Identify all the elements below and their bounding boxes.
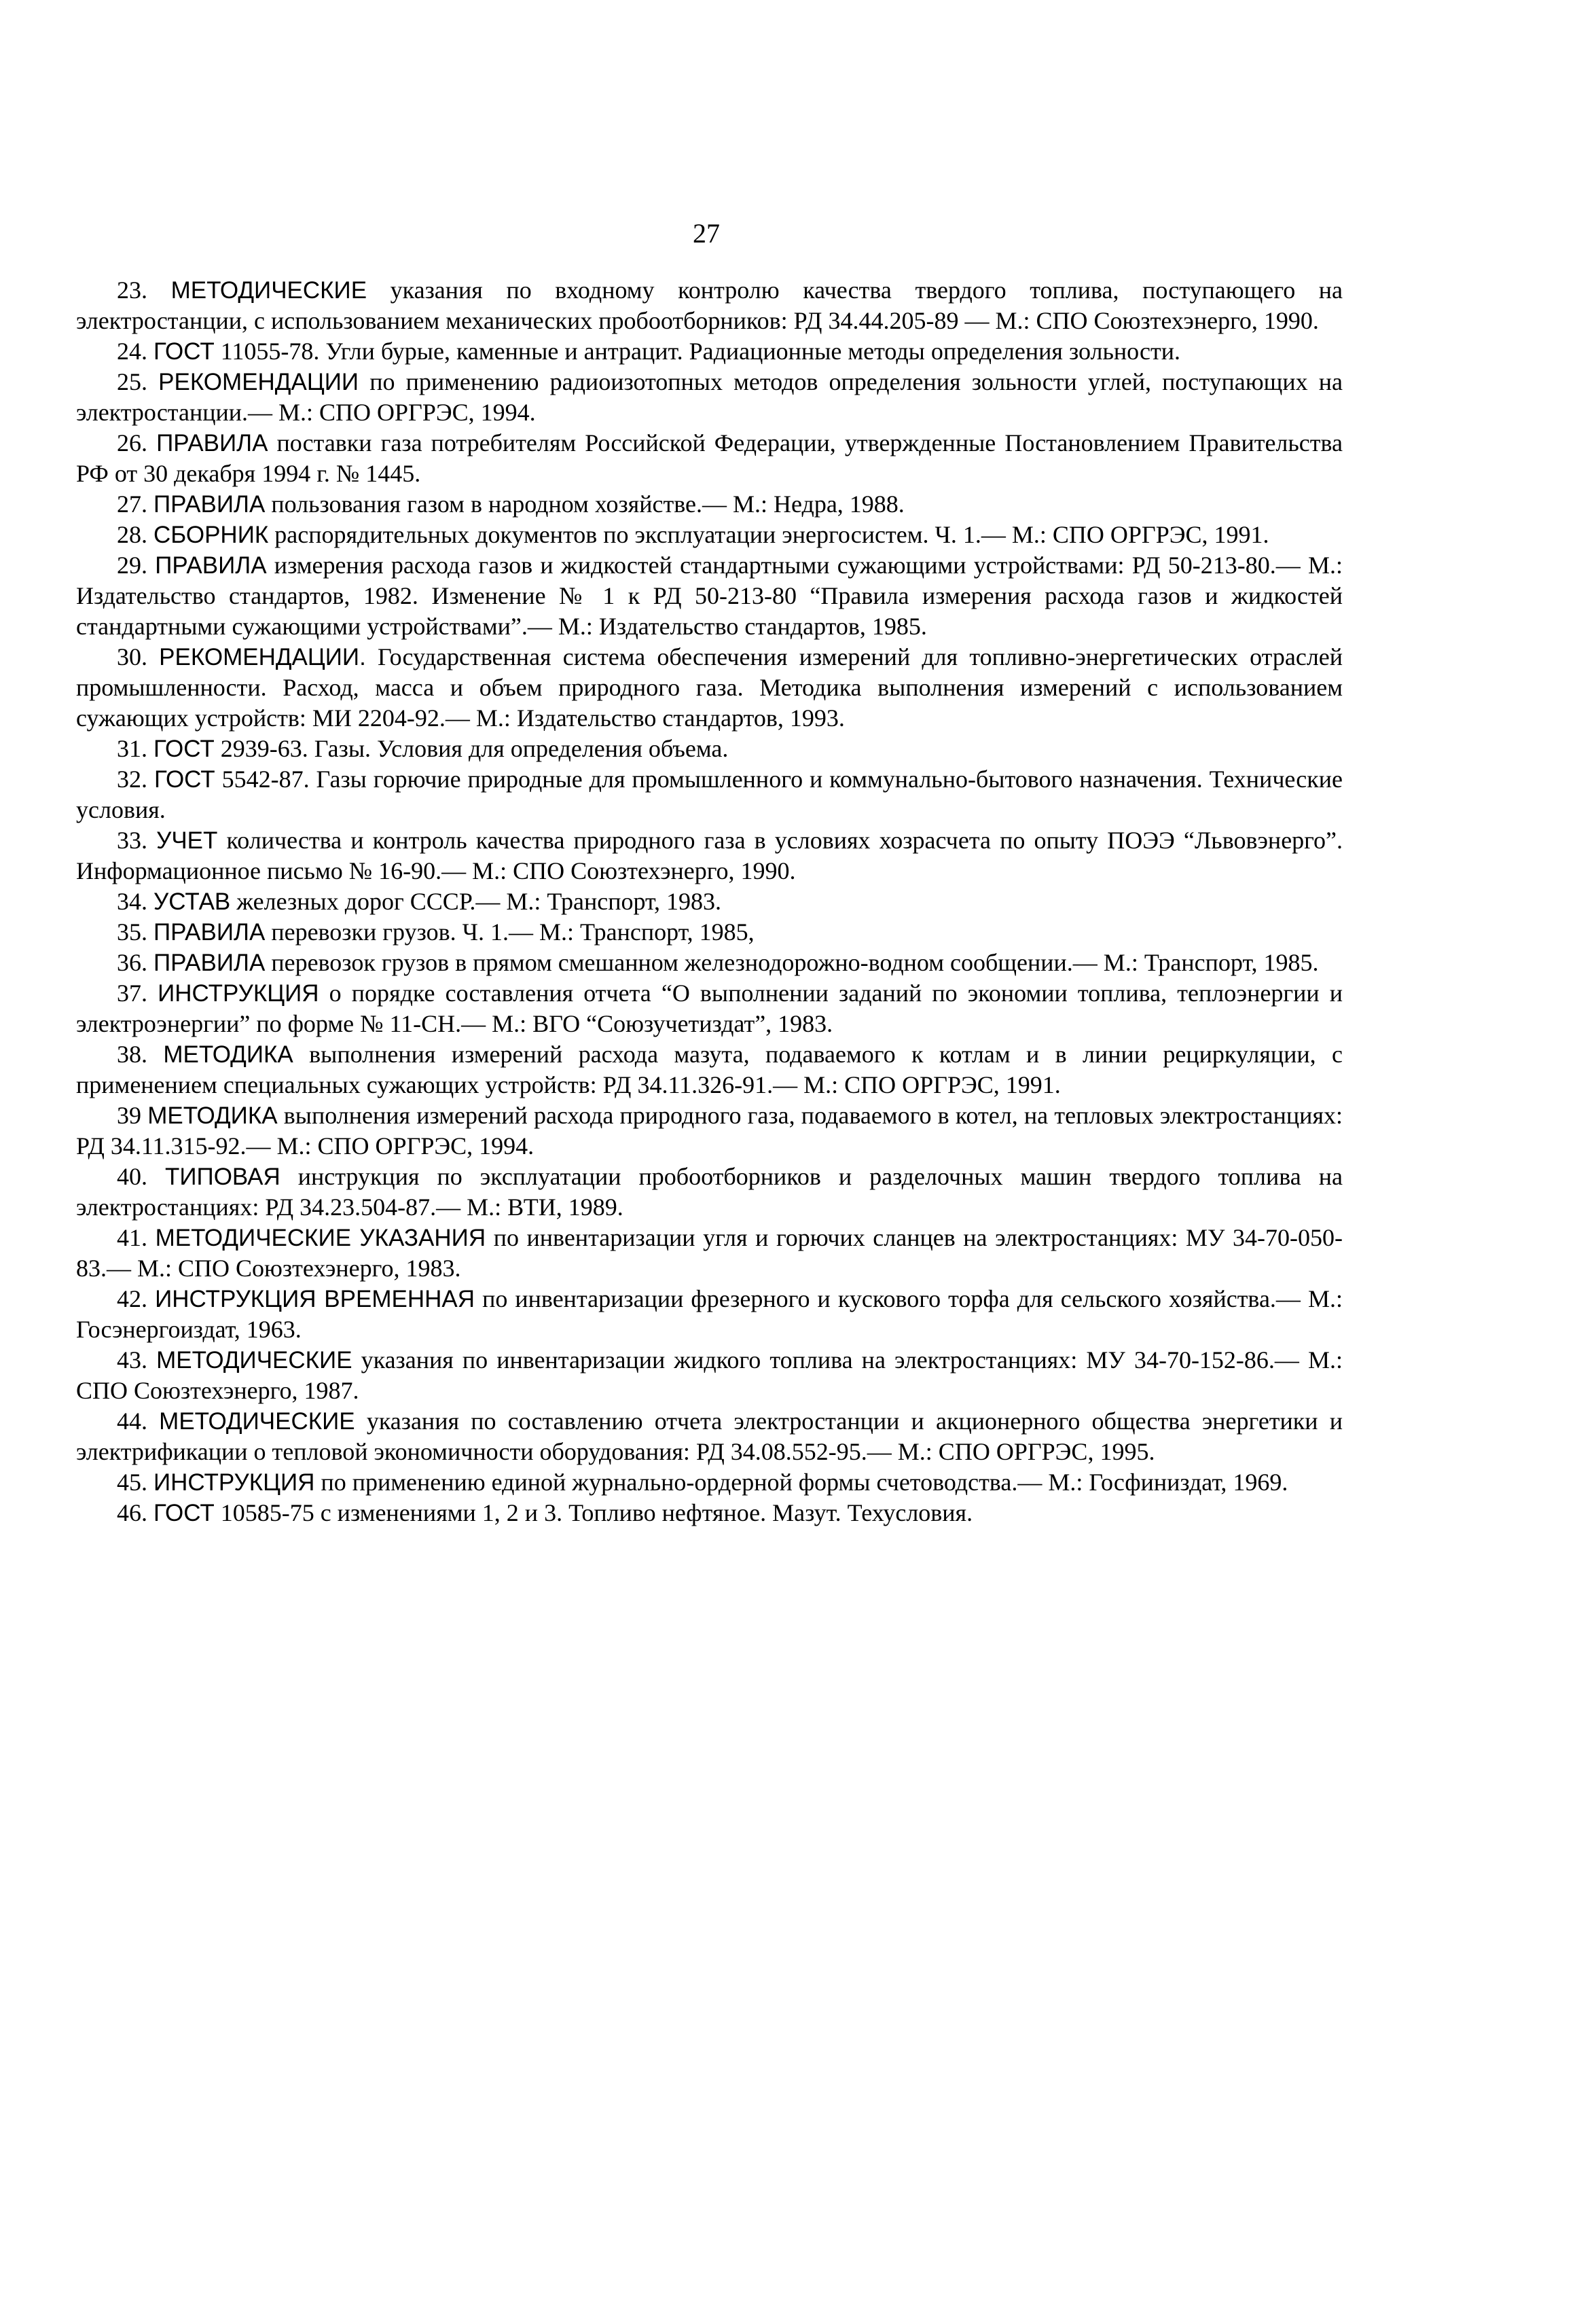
- reference-text: выполнения измерений расхода природного газа, подаваемого в котел, на тепловых электростанциях: РД 34.11.315-92.— М.: СПО ОРГРЭС, 1994.: [76, 1102, 1343, 1160]
- reference-heading: ГОСТ: [153, 736, 215, 762]
- reference-number: 39: [117, 1102, 141, 1129]
- reference-text: 11055-78. Угли бурые, каменные и антрацит. Радиационные методы определения зольности.: [220, 338, 1180, 365]
- reference-text: перевозок грузов в прямом смешанном железнодорожно-водном сообщении.— М.: Транспорт, 1985.: [271, 949, 1319, 976]
- reference-item: [76, 489, 1343, 520]
- reference-heading: МЕТОДИЧЕСКИЕ: [159, 1408, 355, 1435]
- reference-number: 40.: [117, 1163, 147, 1190]
- reference-item: [76, 886, 1343, 917]
- reference-heading: УЧЕТ: [156, 827, 218, 854]
- reference-text: по инвентаризации угля и горючих сланцев на электростанциях: МУ 34-70-050-83.— М.: СПО Союзтехэнерго, 1983.: [76, 1224, 1343, 1282]
- reference-heading: МЕТОДИКА: [163, 1041, 293, 1068]
- reference-item: [76, 764, 1343, 825]
- reference-number: 26.: [117, 429, 147, 456]
- reference-text: по применению радиоизотопных методов определения зольности углей, поступающих на электростанции.— М.: СПО ОРГРЭС, 1994.: [76, 368, 1343, 426]
- reference-text: по инвентаризации фрезерного и кускового торфа для сельского хозяйства.— М.: Госэнергоиздат, 1963.: [76, 1285, 1343, 1343]
- reference-number: 23.: [117, 276, 147, 304]
- reference-number: 32.: [117, 766, 147, 793]
- reference-number: 27.: [117, 490, 147, 518]
- reference-number: 41.: [117, 1224, 147, 1251]
- reference-text: указания по составлению отчета электростанции и акционерного общества энергетики и электрификации о тепловой экономичности оборудования: РД 34.08.552-95.— М.: СПО ОРГРЭС, 1995.: [76, 1407, 1343, 1465]
- reference-item: [76, 336, 1343, 367]
- reference-text: 10585-75 с изменениями 1, 2 и 3. Топливо нефтяное. Мазут. Техусловия.: [220, 1499, 973, 1526]
- reference-text: выполнения измерений расхода мазута, подаваемого к котлам и в линии рециркуляции, с применением специальных сужающих устройств: РД 34.11.326-91.— М.: СПО ОРГРЭС, 1991.: [76, 1041, 1343, 1098]
- reference-heading: ГОСТ: [153, 1500, 215, 1526]
- reference-text: распорядительных документов по эксплуатации энергосистем. Ч. 1.— М.: СПО ОРГРЭС, 1991.: [274, 521, 1269, 548]
- reference-heading: ПРАВИЛА: [155, 552, 267, 579]
- reference-number: 36.: [117, 949, 147, 976]
- reference-text: указания по входному контролю качества твердого топлива, поступающего на электростанции, с использованием механических пробоотборников: РД 34.44.205-89 — М.: СПО Союзтехэнерго, 1990.: [76, 276, 1343, 334]
- reference-text: Государственная система обеспечения измерений для топливно-энергетических отраслей промышленности. Расход, масса и объем природного газа. Методика выполнения измерений с использованием сужающих устройств: МИ 2204-92.— М.: Издательство стандартов, 1993.: [76, 643, 1343, 732]
- reference-number: 28.: [117, 521, 147, 548]
- reference-heading: УСТАВ: [153, 888, 231, 915]
- reference-item: [76, 1100, 1343, 1162]
- reference-number: 35.: [117, 918, 147, 946]
- reference-text: по применению единой журнально-ордерной формы счетоводства.— М.: Госфиниздат, 1969.: [321, 1469, 1288, 1496]
- reference-number: 33.: [117, 827, 147, 854]
- reference-text: перевозки грузов. Ч. 1.— М.: Транспорт, 1985,: [271, 918, 755, 946]
- reference-heading: ИНСТРУКЦИЯ: [158, 980, 319, 1007]
- reference-item: [76, 1039, 1343, 1100]
- reference-heading: ИНСТРУКЦИЯ ВРЕМЕННАЯ: [155, 1286, 475, 1312]
- reference-item: [76, 428, 1343, 489]
- reference-item: [76, 948, 1343, 978]
- page-number: 27: [693, 218, 720, 249]
- reference-item: [76, 917, 1343, 948]
- reference-number: 31.: [117, 735, 147, 762]
- reference-item: [76, 734, 1343, 764]
- reference-text: 2939-63. Газы. Условия для определения объема.: [220, 735, 729, 762]
- reference-heading: МЕТОДИЧЕСКИЕ: [170, 277, 367, 304]
- reference-number: 44.: [117, 1407, 147, 1435]
- reference-number: 24.: [117, 338, 147, 365]
- reference-item: [76, 550, 1343, 642]
- reference-heading: МЕТОДИЧЕСКИЕ: [156, 1347, 352, 1373]
- reference-text: поставки газа потребителям Российской Федерации, утвержденные Постановлением Правительства РФ от 30 декабря 1994 г. № 1445.: [76, 429, 1343, 487]
- reference-heading: ИНСТРУКЦИЯ: [153, 1469, 315, 1496]
- reference-number: 38.: [117, 1041, 147, 1068]
- reference-text: железных дорог СССР.— М.: Транспорт, 1983.: [236, 888, 722, 915]
- reference-heading: ПРАВИЛА: [153, 919, 266, 946]
- reference-heading: МЕТОДИЧЕСКИЕ УКАЗАНИЯ: [155, 1225, 486, 1251]
- reference-text: о порядке составления отчета “О выполнении заданий по экономии топлива, теплоэнергии и электроэнергии” по форме № 11-СН.— М.: ВГО “Союзучетиздат”, 1983.: [76, 980, 1343, 1037]
- reference-number: 25.: [117, 368, 147, 395]
- reference-item: [76, 1467, 1343, 1498]
- reference-number: 43.: [117, 1346, 147, 1373]
- reference-heading: РЕКОМЕНДАЦИИ: [158, 369, 359, 395]
- reference-number: 42.: [117, 1285, 147, 1312]
- reference-item: [76, 1498, 1343, 1528]
- reference-number: 30.: [117, 643, 147, 670]
- reference-text: измерения расхода газов и жидкостей стандартными сужающими устройствами: РД 50-213-80.— М.: Издательство стандартов, 1982. Изменение № 1 к РД 50-213-80 “Правила измерения расхода газов и жидкостей стандартными сужающими устройствами”.— М.: Издательство стандартов, 1985.: [76, 552, 1343, 640]
- reference-heading: ПРАВИЛА: [153, 491, 266, 518]
- reference-list: [76, 275, 1343, 1528]
- reference-item: [76, 1284, 1343, 1345]
- reference-item: [76, 275, 1343, 336]
- reference-item: [76, 367, 1343, 428]
- reference-item: [76, 1345, 1343, 1406]
- reference-item: [76, 520, 1343, 550]
- reference-number: 46.: [117, 1499, 147, 1526]
- reference-item: [76, 825, 1343, 886]
- reference-text: инструкция по эксплуатации пробоотборников и разделочных машин твердого топлива на электростанциях: РД 34.23.504-87.— М.: ВТИ, 1989.: [76, 1163, 1343, 1221]
- reference-heading: ГОСТ: [153, 766, 215, 793]
- reference-heading: ПРАВИЛА: [156, 430, 268, 456]
- reference-text: количества и контроль качества природного газа в условиях хозрасчета по опыту ПОЭЭ “Львовэнерго”. Информационное письмо № 16-90.— М.: СПО Союзтехэнерго, 1990.: [76, 827, 1343, 884]
- reference-text: указания по инвентаризации жидкого топлива на электростанциях: МУ 34-70-152-86.— М.: СПО Союзтехэнерго, 1987.: [76, 1346, 1343, 1404]
- reference-heading: ГОСТ: [153, 338, 215, 365]
- reference-number: 29.: [117, 552, 147, 579]
- reference-text: пользования газом в народном хозяйстве.— М.: Недра, 1988.: [271, 490, 905, 518]
- reference-number: 37.: [117, 980, 147, 1007]
- reference-heading: ПРАВИЛА: [153, 950, 266, 976]
- reference-heading: СБОРНИК: [153, 522, 269, 548]
- reference-text: 5542-87. Газы горючие природные для промышленного и коммунально-бытового назначения. Технические условия.: [76, 766, 1343, 823]
- reference-item: [76, 642, 1343, 734]
- reference-number: 45.: [117, 1469, 147, 1496]
- reference-heading: РЕКОМЕНДАЦИИ.: [159, 644, 366, 670]
- reference-item: [76, 1223, 1343, 1284]
- reference-item: [76, 1162, 1343, 1223]
- reference-item: [76, 1406, 1343, 1467]
- reference-heading: ТИПОВАЯ: [165, 1164, 280, 1190]
- reference-heading: МЕТОДИКА: [147, 1102, 278, 1129]
- reference-item: [76, 978, 1343, 1039]
- reference-number: 34.: [117, 888, 147, 915]
